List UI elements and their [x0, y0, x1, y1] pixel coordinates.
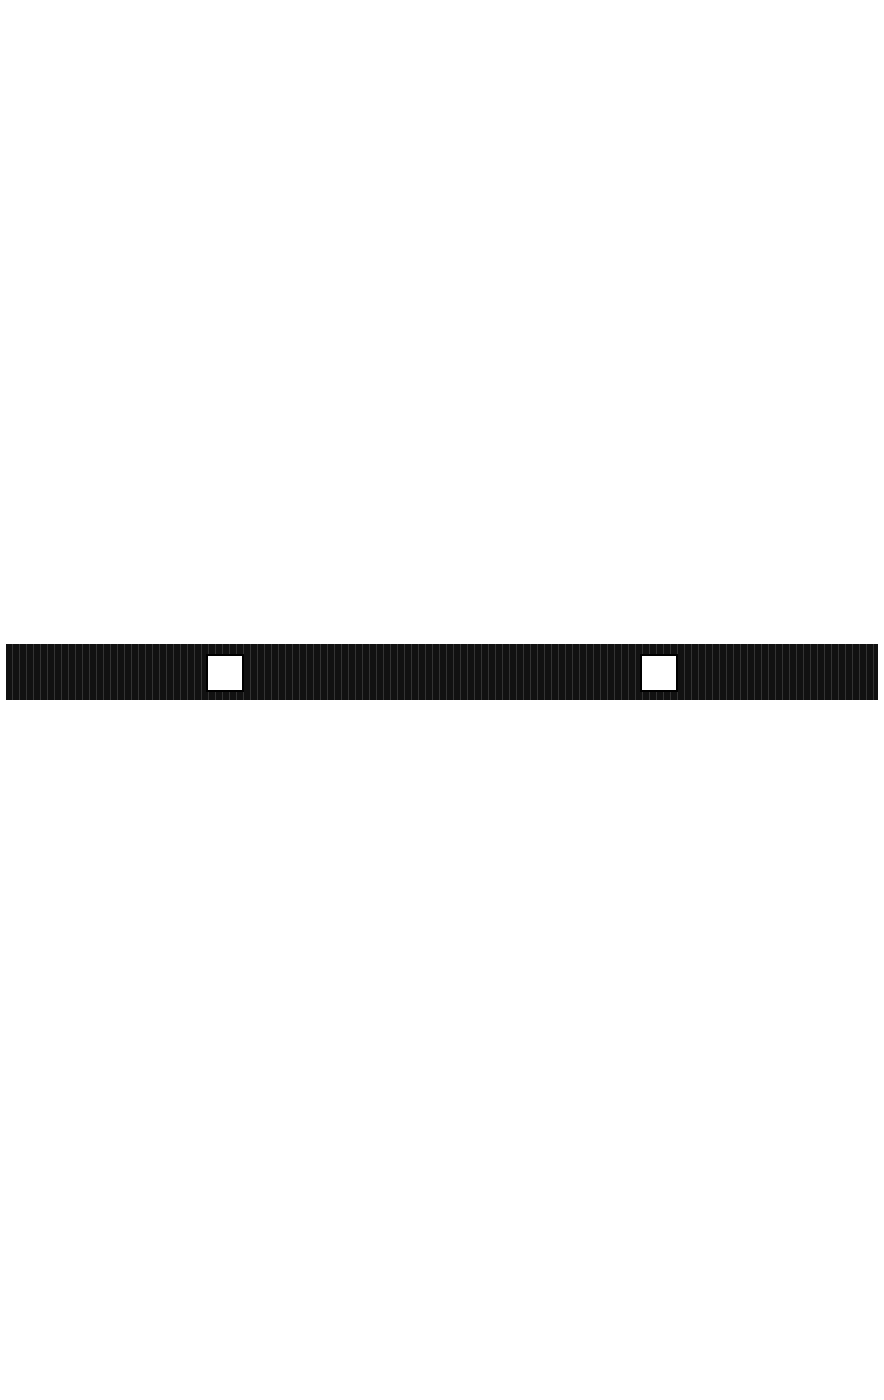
house-icon	[206, 654, 244, 692]
help-wanted-section	[6, 14, 878, 640]
home-service-guide-banner	[6, 644, 878, 700]
banner-pattern	[6, 644, 878, 700]
service-guide-section	[6, 704, 878, 1396]
house-icon	[640, 654, 678, 692]
page-header	[0, 0, 884, 14]
